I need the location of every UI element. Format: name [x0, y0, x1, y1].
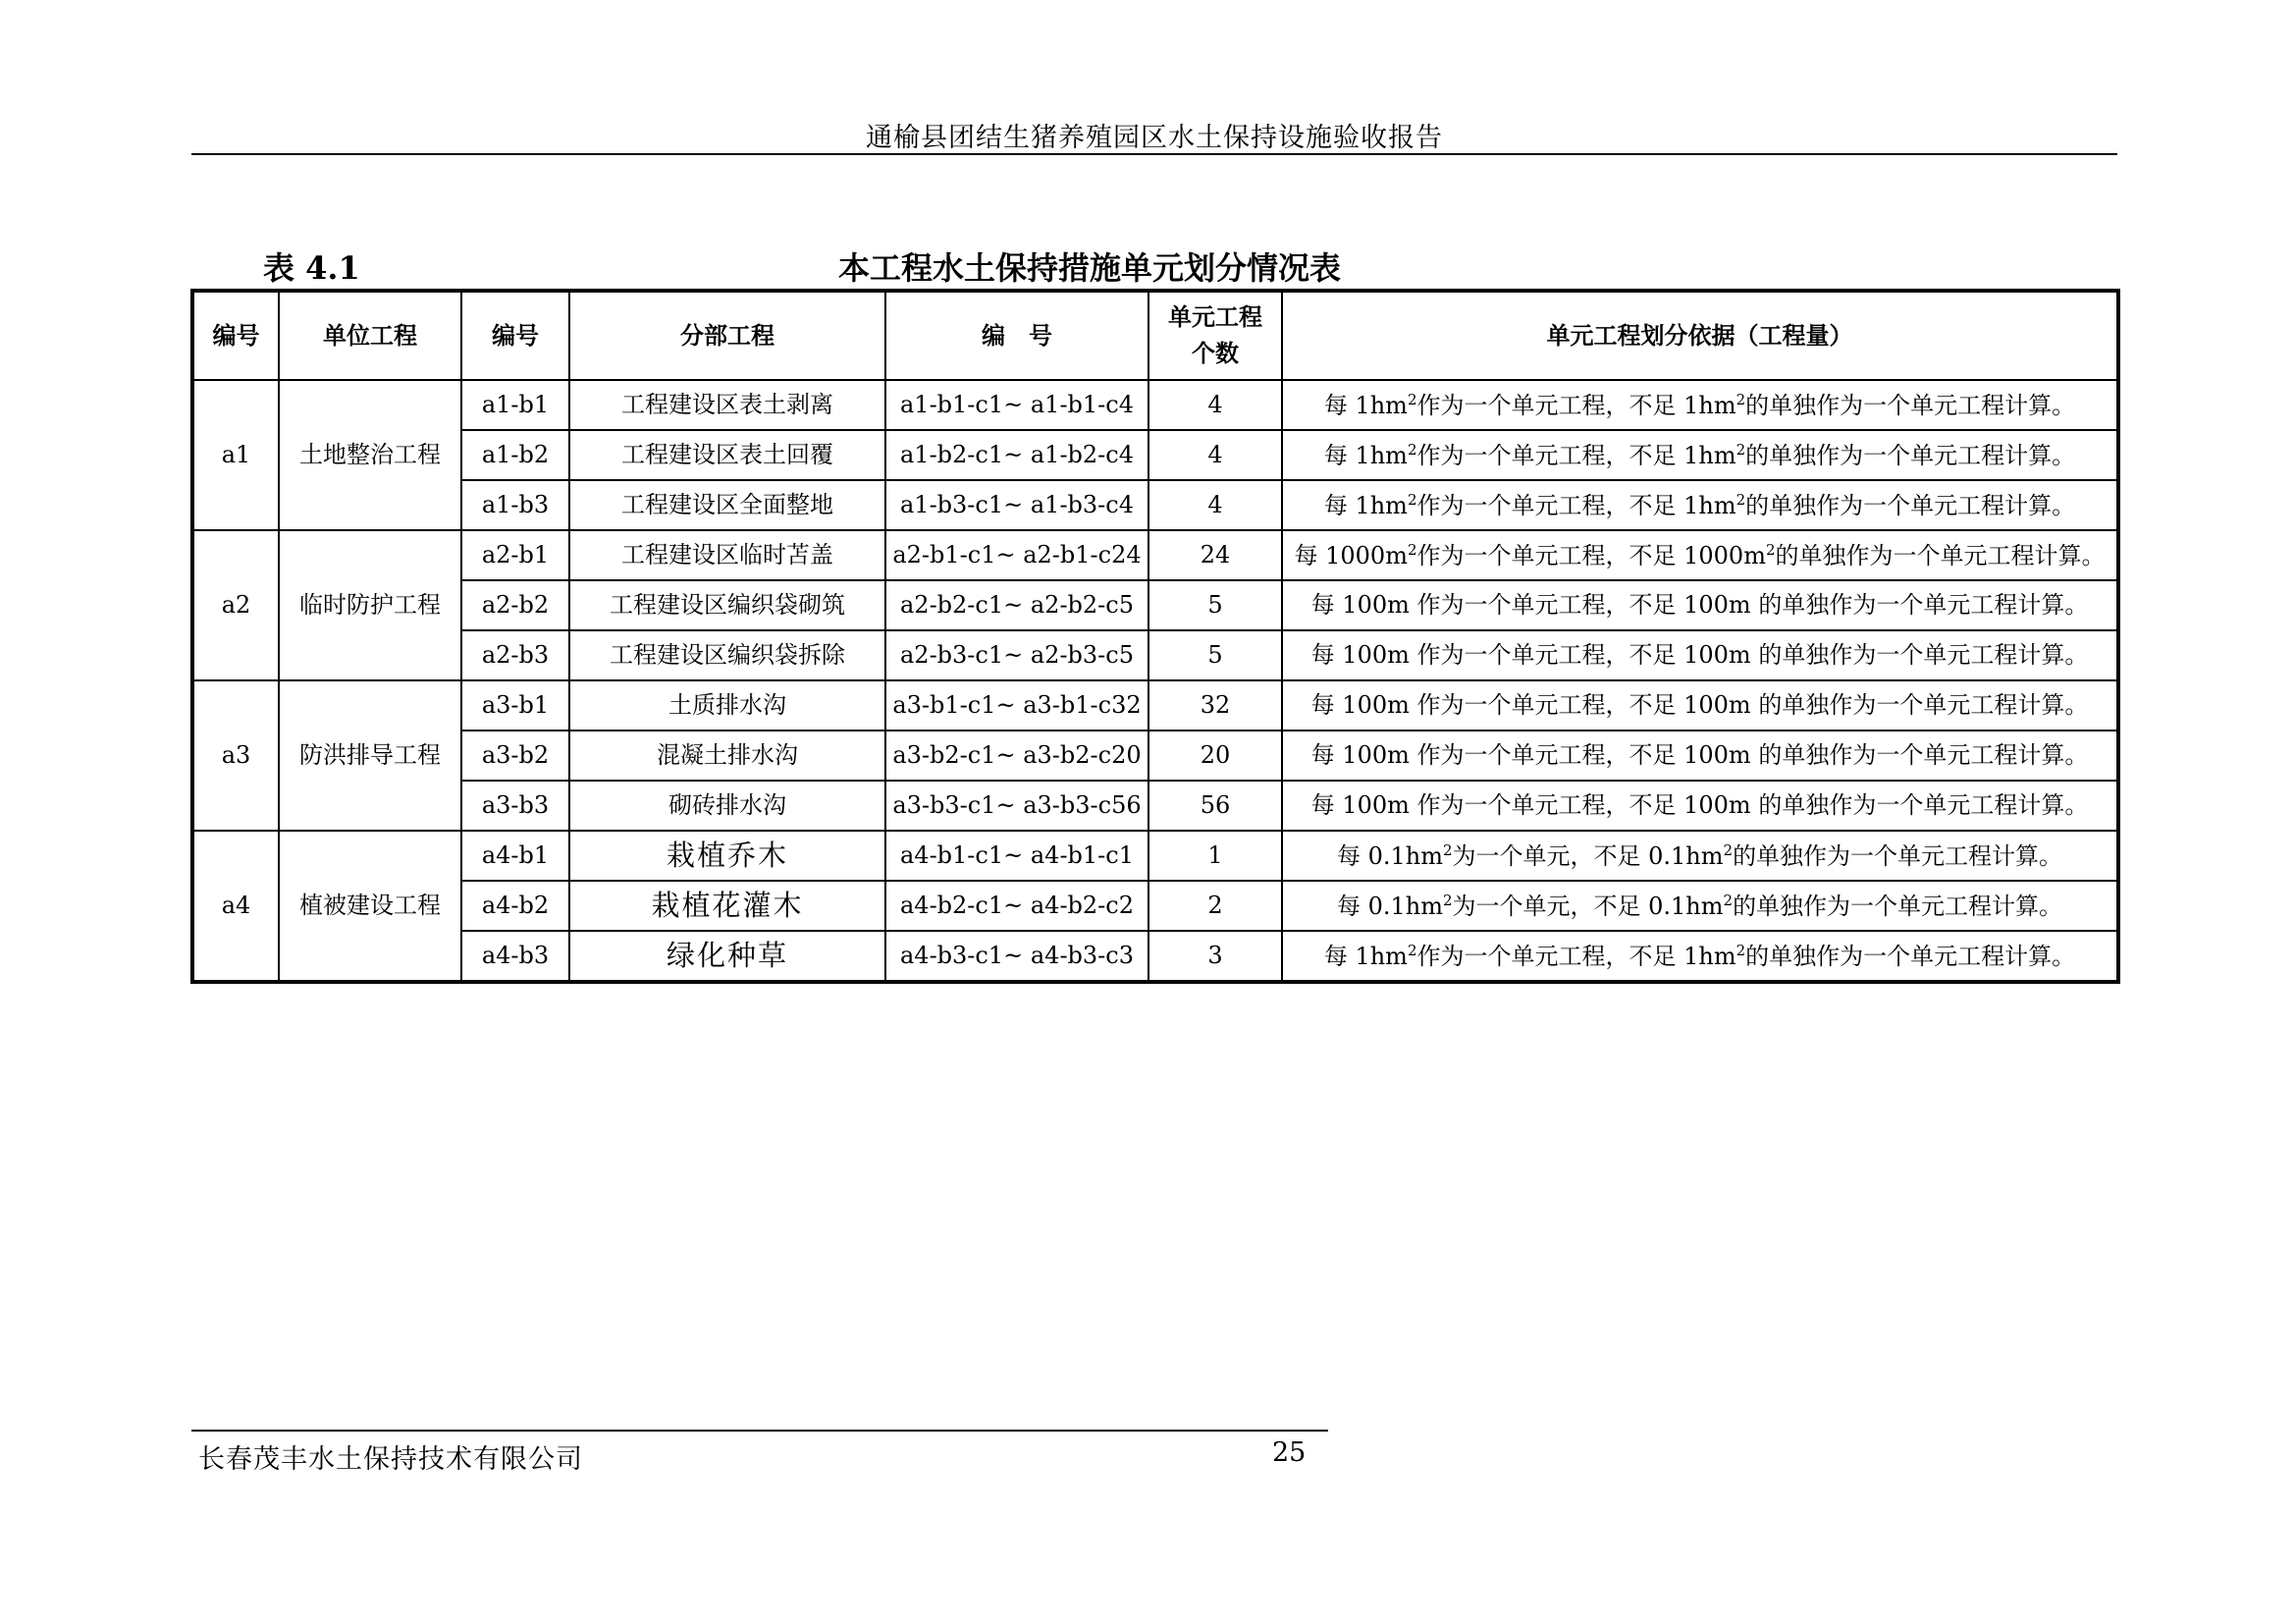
- table-row: [192, 480, 2118, 530]
- sub-code-cell: a3-b1: [461, 680, 569, 731]
- page-header-title: 通榆县团结生猪养殖园区水土保持设施验收报告: [866, 123, 1443, 153]
- unit-count-cell: 4: [1148, 430, 1282, 480]
- unit-project-cell: 植被建设工程: [279, 831, 461, 982]
- basis-text-mid: 作为一个单元工程，不足 1000m: [1416, 541, 1766, 569]
- unit-range-cell: a1-b2-c1~ a1-b2-c4: [885, 430, 1148, 480]
- unit-division-table: [190, 289, 2120, 984]
- basis-superscript: 2: [1723, 891, 1734, 909]
- group-code-cell: a1: [192, 380, 279, 530]
- division-basis-cell: [1282, 530, 2118, 580]
- sub-code-cell: a3-b3: [461, 781, 569, 831]
- unit-count-cell: 3: [1148, 931, 1282, 982]
- header-unit-count-line2: 个数: [1192, 339, 1239, 367]
- unit-range-cell: a3-b1-c1~ a3-b1-c32: [885, 680, 1148, 731]
- sub-code-cell: a1-b3: [461, 480, 569, 530]
- sub-project-cell: 土质排水沟: [569, 680, 885, 731]
- header-sub-project: 分部工程: [569, 291, 885, 380]
- sub-code-cell: a1-b2: [461, 430, 569, 480]
- table-title: 本工程水土保持措施单元划分情况表: [837, 249, 1341, 287]
- sub-code-cell: a1-b1: [461, 380, 569, 430]
- unit-range-cell: a1-b3-c1~ a1-b3-c4: [885, 480, 1148, 530]
- sub-project-cell: 工程建设区编织袋砌筑: [569, 580, 885, 630]
- unit-count-cell: 4: [1148, 380, 1282, 430]
- division-basis-cell: [1282, 430, 2118, 480]
- basis-superscript: 2: [1407, 440, 1417, 459]
- basis-superscript: 2: [1407, 941, 1417, 959]
- sub-project-cell: 砌砖排水沟: [569, 781, 885, 831]
- unit-project-cell: 临时防护工程: [279, 530, 461, 680]
- sub-code-cell: a3-b2: [461, 731, 569, 781]
- basis-text-post: 的单独作为一个单元工程计算。: [1745, 491, 2076, 519]
- header-unit-code: 编 号: [885, 291, 1148, 380]
- table-row: [192, 530, 2118, 580]
- basis-superscript: 2: [1765, 540, 1776, 559]
- group-code-cell: a2: [192, 530, 279, 680]
- basis-text-pre: 每 100m 作为一个单元工程，不足 100m 的单独作为一个单元工程计算。: [1310, 641, 2089, 670]
- header-unit-project: 单位工程: [279, 291, 461, 380]
- header-divider: [191, 153, 2117, 155]
- division-basis-cell: [1282, 380, 2118, 430]
- unit-count-cell: 2: [1148, 881, 1282, 931]
- basis-text-mid: 为一个单元，不足 0.1hm: [1452, 892, 1724, 920]
- basis-superscript: 2: [1735, 941, 1746, 959]
- basis-superscript: 2: [1735, 490, 1746, 509]
- basis-text-post: 的单独作为一个单元工程计算。: [1775, 541, 2106, 569]
- unit-range-cell: a2-b3-c1~ a2-b3-c5: [885, 630, 1148, 680]
- table-row: [192, 931, 2118, 982]
- table-header-row: [192, 291, 2118, 380]
- basis-superscript: 2: [1407, 540, 1417, 559]
- unit-count-cell: 24: [1148, 530, 1282, 580]
- basis-superscript: 2: [1407, 490, 1417, 509]
- sub-project-cell: 栽植乔木: [569, 831, 885, 881]
- basis-text-pre: 每 100m 作为一个单元工程，不足 100m 的单独作为一个单元工程计算。: [1310, 741, 2089, 770]
- sub-project-cell: 工程建设区临时苫盖: [569, 530, 885, 580]
- unit-range-cell: a3-b3-c1~ a3-b3-c56: [885, 781, 1148, 831]
- header-unit-count-line1: 单元工程: [1168, 302, 1262, 332]
- unit-count-cell: 4: [1148, 480, 1282, 530]
- sub-code-cell: a2-b2: [461, 580, 569, 630]
- basis-text-post: 的单独作为一个单元工程计算。: [1745, 942, 2076, 970]
- footer-company: 长春茂丰水土保持技术有限公司: [198, 1444, 583, 1475]
- table-row: [192, 781, 2118, 831]
- unit-range-cell: a4-b1-c1~ a4-b1-c1: [885, 831, 1148, 881]
- basis-text-mid: 为一个单元，不足 0.1hm: [1452, 841, 1724, 870]
- basis-text-pre: 每 100m 作为一个单元工程，不足 100m 的单独作为一个单元工程计算。: [1310, 691, 2089, 720]
- basis-text-pre: 每 0.1hm: [1336, 892, 1443, 920]
- table-row: [192, 630, 2118, 680]
- basis-text-pre: 每 1hm: [1323, 441, 1408, 469]
- sub-project-cell: 工程建设区编织袋拆除: [569, 630, 885, 680]
- basis-text-mid: 作为一个单元工程，不足 1hm: [1416, 942, 1736, 970]
- sub-code-cell: a4-b3: [461, 931, 569, 982]
- group-code-cell: a4: [192, 831, 279, 982]
- sub-code-cell: a4-b1: [461, 831, 569, 881]
- basis-text-mid: 作为一个单元工程，不足 1hm: [1416, 391, 1736, 419]
- basis-text-post: 的单独作为一个单元工程计算。: [1733, 892, 2063, 920]
- unit-count-cell: 5: [1148, 580, 1282, 630]
- sub-project-cell: 工程建设区表土剥离: [569, 380, 885, 430]
- division-basis-cell: [1282, 831, 2118, 881]
- sub-project-cell: 绿化种草: [569, 931, 885, 982]
- basis-text-pre: 每 1000m: [1294, 541, 1408, 569]
- unit-range-cell: a3-b2-c1~ a3-b2-c20: [885, 731, 1148, 781]
- group-code-cell: a3: [192, 680, 279, 831]
- table-row: [192, 380, 2118, 430]
- unit-project-cell: 土地整治工程: [279, 380, 461, 530]
- unit-count-cell: 56: [1148, 781, 1282, 831]
- header-unit-count: [1148, 291, 1282, 380]
- basis-text-pre: 每 0.1hm: [1336, 841, 1443, 870]
- basis-text-pre: 每 100m 作为一个单元工程，不足 100m 的单独作为一个单元工程计算。: [1310, 591, 2089, 620]
- sub-code-cell: a2-b1: [461, 530, 569, 580]
- division-basis-cell: [1282, 781, 2118, 831]
- sub-project-cell: 工程建设区全面整地: [569, 480, 885, 530]
- division-basis-cell: [1282, 931, 2118, 982]
- sub-project-cell: 工程建设区表土回覆: [569, 430, 885, 480]
- basis-superscript: 2: [1723, 840, 1734, 859]
- basis-superscript: 2: [1735, 440, 1746, 459]
- unit-range-cell: a2-b1-c1~ a2-b1-c24: [885, 530, 1148, 580]
- unit-range-cell: a4-b3-c1~ a4-b3-c3: [885, 931, 1148, 982]
- header-code: 编号: [192, 291, 279, 380]
- unit-range-cell: a1-b1-c1~ a1-b1-c4: [885, 380, 1148, 430]
- header-basis: 单元工程划分依据（工程量）: [1282, 291, 2118, 380]
- footer-divider: [191, 1430, 1328, 1432]
- basis-text-mid: 作为一个单元工程，不足 1hm: [1416, 441, 1736, 469]
- division-basis-cell: [1282, 680, 2118, 731]
- division-basis-cell: [1282, 480, 2118, 530]
- unit-range-cell: a4-b2-c1~ a4-b2-c2: [885, 881, 1148, 931]
- table-row: [192, 580, 2118, 630]
- unit-project-cell: 防洪排导工程: [279, 680, 461, 831]
- sub-project-cell: 栽植花灌木: [569, 881, 885, 931]
- table-row: [192, 731, 2118, 781]
- sub-code-cell: a2-b3: [461, 630, 569, 680]
- table-row: [192, 831, 2118, 881]
- header-sub-code: 编号: [461, 291, 569, 380]
- basis-superscript: 2: [1407, 390, 1417, 408]
- sub-project-cell: 混凝土排水沟: [569, 731, 885, 781]
- unit-count-cell: 20: [1148, 731, 1282, 781]
- basis-text-post: 的单独作为一个单元工程计算。: [1733, 841, 2063, 870]
- basis-superscript: 2: [1735, 390, 1746, 408]
- division-basis-cell: [1282, 731, 2118, 781]
- basis-text-pre: 每 1hm: [1323, 942, 1408, 970]
- division-basis-cell: [1282, 630, 2118, 680]
- table-row: [192, 430, 2118, 480]
- basis-text-post: 的单独作为一个单元工程计算。: [1745, 441, 2076, 469]
- basis-text-pre: 每 1hm: [1323, 391, 1408, 419]
- basis-text-mid: 作为一个单元工程，不足 1hm: [1416, 491, 1736, 519]
- table-number: 表 4.1: [263, 249, 360, 287]
- page-number: 25: [1272, 1437, 1307, 1468]
- basis-text-pre: 每 100m 作为一个单元工程，不足 100m 的单独作为一个单元工程计算。: [1310, 791, 2089, 820]
- unit-range-cell: a2-b2-c1~ a2-b2-c5: [885, 580, 1148, 630]
- table-row: [192, 680, 2118, 731]
- unit-count-cell: 1: [1148, 831, 1282, 881]
- sub-code-cell: a4-b2: [461, 881, 569, 931]
- table-row: [192, 881, 2118, 931]
- division-basis-cell: [1282, 881, 2118, 931]
- basis-superscript: 2: [1442, 891, 1453, 909]
- unit-count-cell: 5: [1148, 630, 1282, 680]
- unit-count-cell: 32: [1148, 680, 1282, 731]
- basis-text-post: 的单独作为一个单元工程计算。: [1745, 391, 2076, 419]
- division-basis-cell: [1282, 580, 2118, 630]
- basis-superscript: 2: [1442, 840, 1453, 859]
- basis-text-pre: 每 1hm: [1323, 491, 1408, 519]
